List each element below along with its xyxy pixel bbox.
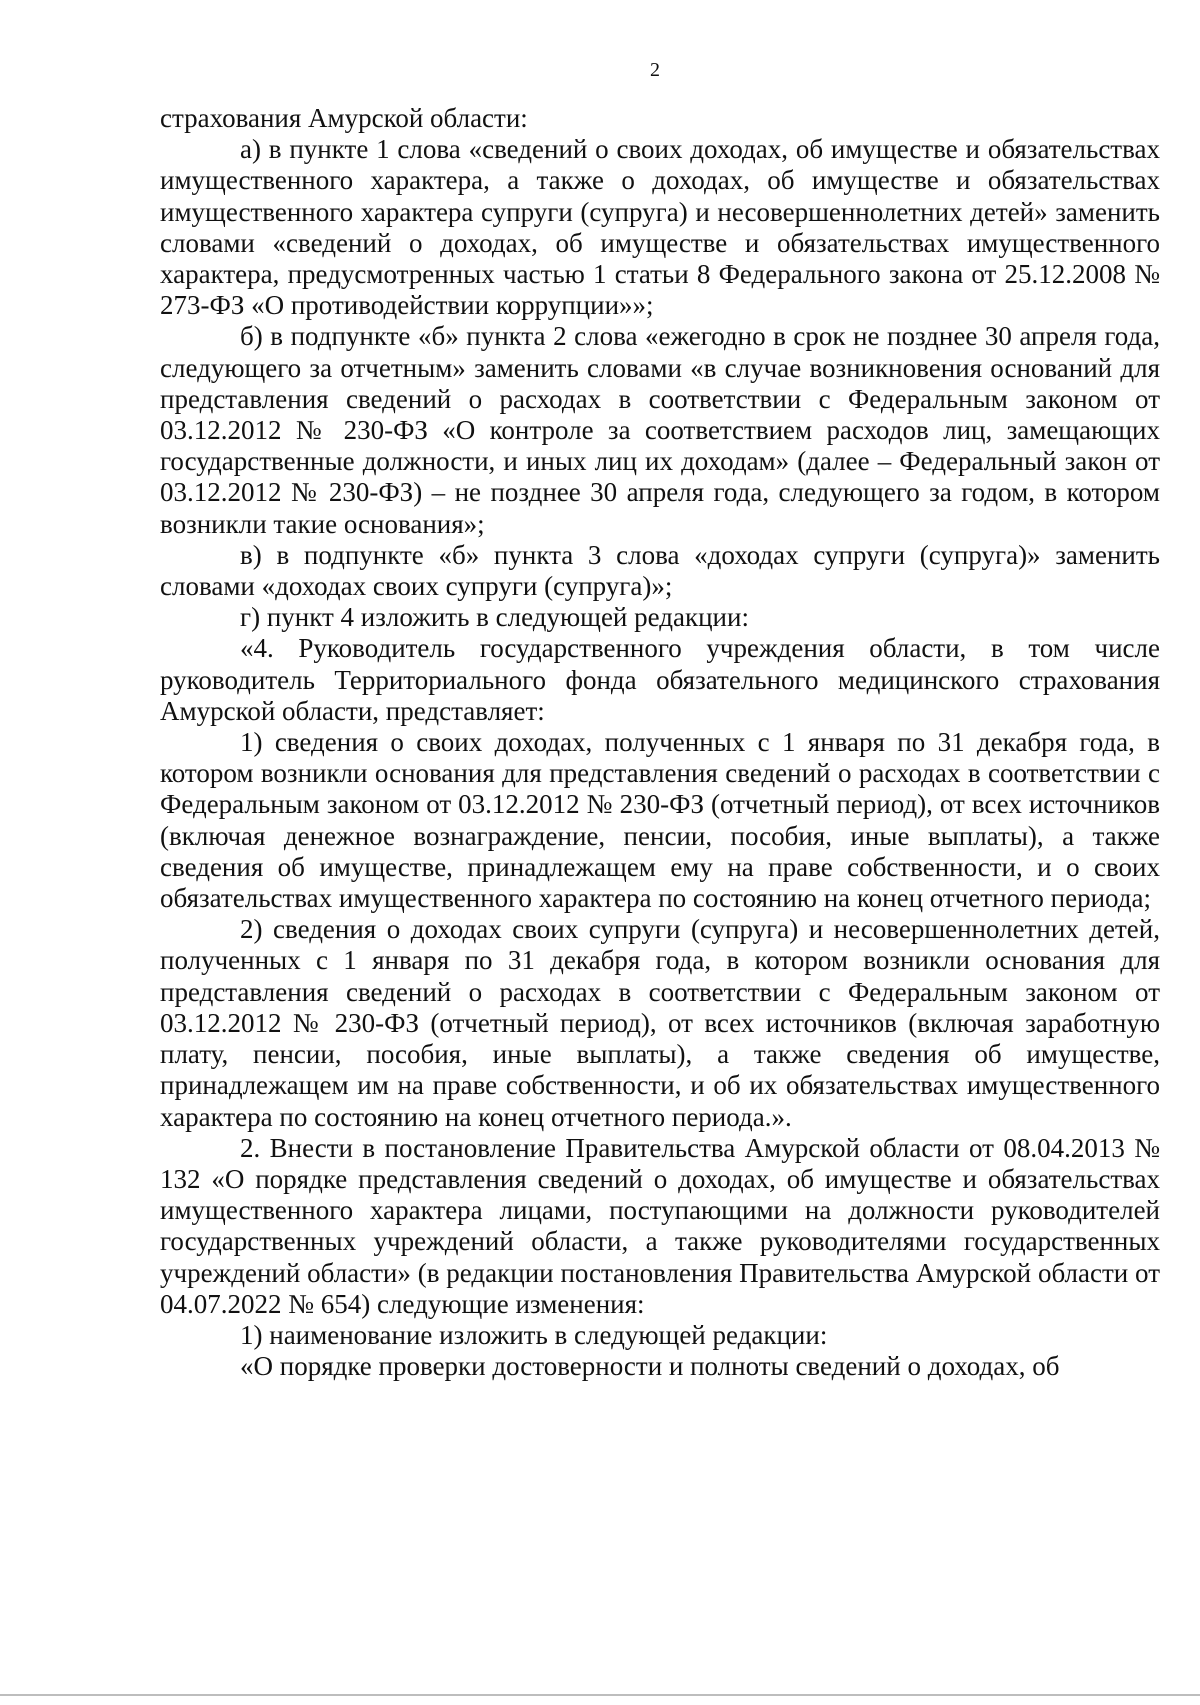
paragraph-subitem-g: г) пункт 4 изложить в следующей редакции: [240, 602, 749, 633]
scan-bottom-edge [0, 1694, 1200, 1696]
document-body [160, 103, 1160, 1382]
paragraph-section-2: 2. Внести в постановление Правительства Амурской области от 08.04.2013 № 132 «О порядке представления сведений о доходах, об имуществе и обязательствах имущественного характера лицами, поступающими на должности руководителей государственных учреждений области, а также руководителями государственных учреждений области» (в редакции постановления Правительства Амурской области от 04.07.2022 № 654) следующие изменения: [160, 1132, 1160, 1319]
paragraph-new-title: «О порядке проверки достоверности и полноты сведений о доходах, об [240, 1351, 1060, 1382]
page-number: 2 [650, 59, 660, 81]
paragraph-subitem-a: а) в пункте 1 слова «сведений о своих доходах, об имуществе и обязательствах имущественного характера, а также о доходах, об имуществе и обязательствах имущественного характера супруги (супруга) и несовершеннолетних детей» заменить словами «сведений о доходах, об имуществе и обязательствах имущественного характера, предусмотренных частью 1 статьи 8 Федерального закона от 25.12.2008 № 273-ФЗ «О противодействии коррупции»»; [160, 134, 1160, 321]
paragraph-item-2: 2) сведения о доходах своих супруги (супруга) и несовершеннолетних детей, полученных с 1 января по 31 декабря года, в котором возникли основания для представления сведений о расходах в соответствии с Федеральным законом от 03.12.2012 № 230-ФЗ (отчетный период), от всех источников (включая заработную плату, пенсии, пособия, иные выплаты), а также сведения об имуществе, принадлежащем им на праве собственности, и об их обязательствах имущественного характера по состоянию на конец отчетного периода.». [160, 914, 1160, 1132]
paragraph-point-4: «4. Руководитель государственного учреждения области, в том числе руководитель Территориального фонда обязательного медицинского страхования Амурской области, представляет: [160, 633, 1160, 726]
paragraph-item-1: 1) сведения о своих доходах, полученных с 1 января по 31 декабря года, в котором возникли основания для представления сведений о расходах в соответствии с Федеральным законом от 03.12.2012 № 230-ФЗ (отчетный период), от всех источников (включая денежное вознаграждение, пенсии, пособия, иные выплаты), а также сведения об имуществе, принадлежащем ему на праве собственности, и о своих обязательствах имущественного характера по состоянию на конец отчетного периода; [160, 727, 1160, 914]
paragraph-subitem-b: б) в подпункте «б» пункта 2 слова «ежегодно в срок не позднее 30 апреля года, следующего за отчетным» заменить словами «в случае возникновения оснований для представления сведений о расходах в соответствии с Федеральным законом от 03.12.2012 № 230-ФЗ «О контроле за соответствием расходов лиц, замещающих государственные должности, и иных лиц их доходам» (далее – Федеральный закон от 03.12.2012 № 230-ФЗ) – не позднее 30 апреля года, следующего за годом, в котором возникли такие основания»; [160, 321, 1160, 539]
paragraph-title-change: 1) наименование изложить в следующей редакции: [240, 1319, 828, 1350]
paragraph-subitem-v: в) в подпункте «б» пункта 3 слова «доходах супруги (супруга)» заменить словами «доходах своих супруги (супруга)»; [160, 539, 1160, 602]
paragraph-continuation: страхования Амурской области: [160, 103, 528, 133]
